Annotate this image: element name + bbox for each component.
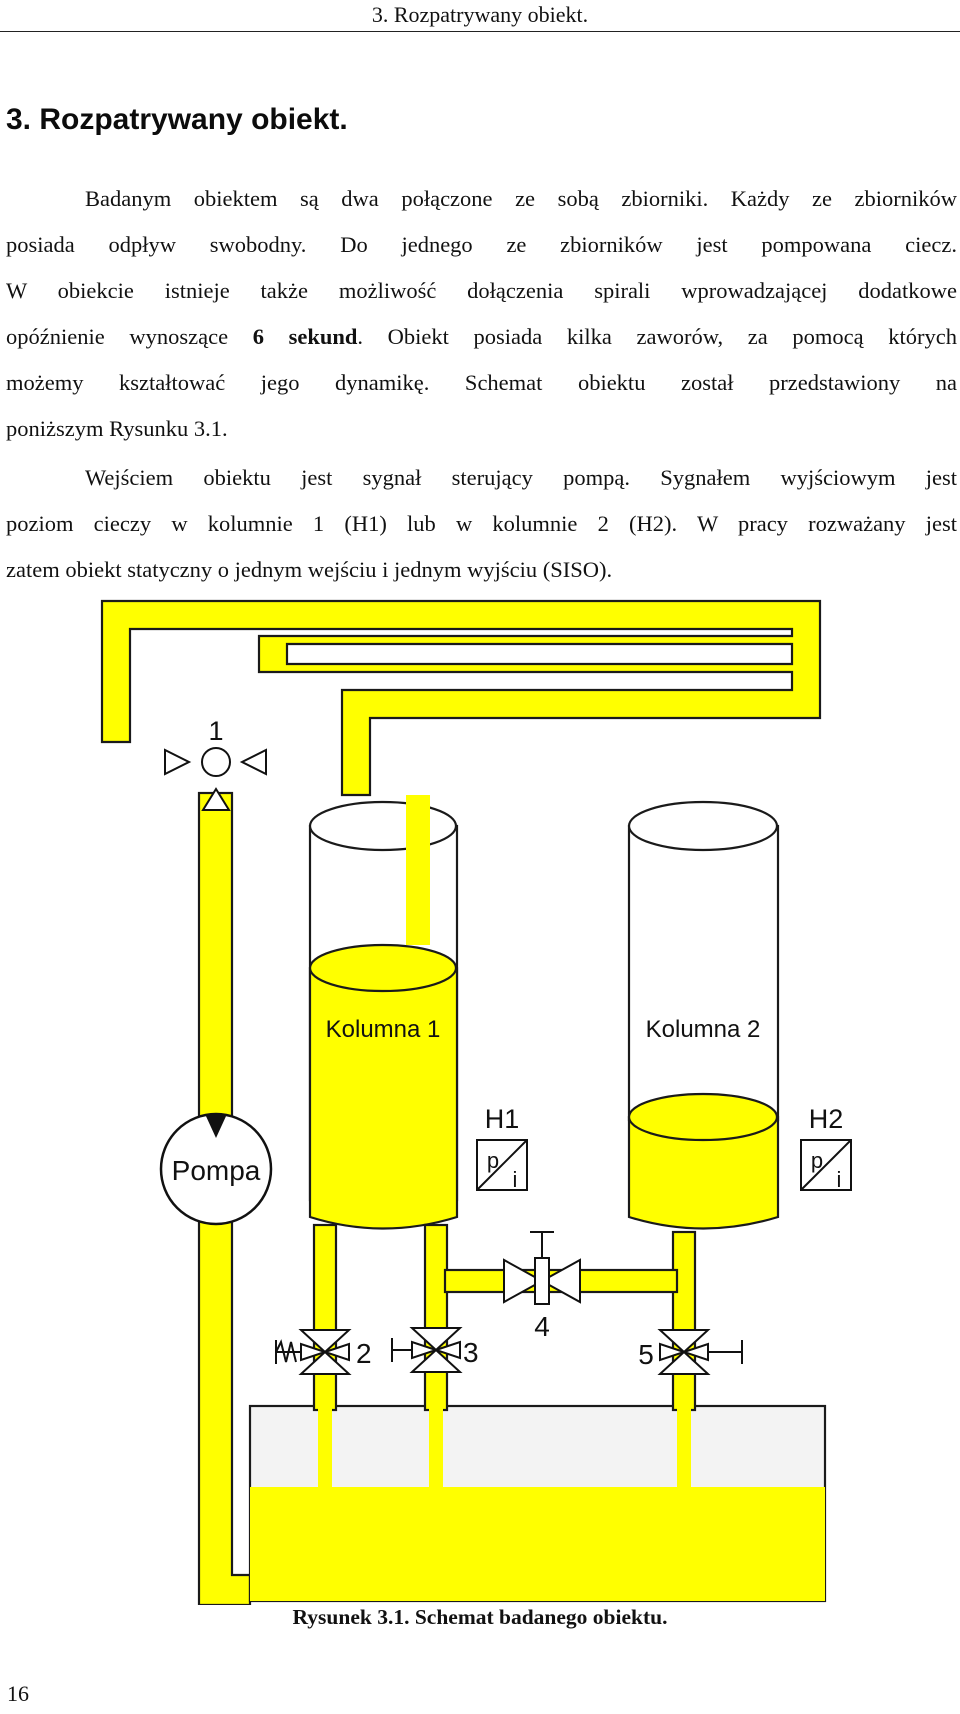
valve-2-label: 2 <box>356 1338 372 1369</box>
column1-liquid <box>310 957 457 1229</box>
line-text: opóźnienie wynoszące <box>6 324 253 349</box>
paragraph-line <box>6 314 957 360</box>
valve-4-label: 4 <box>534 1311 550 1342</box>
pump-outlet-pipe <box>199 793 232 1143</box>
header-rule <box>0 31 960 32</box>
valve-2 <box>276 1330 372 1374</box>
h2-label: H2 <box>808 1104 844 1134</box>
tank-system-diagram <box>0 595 960 1605</box>
column2-rim <box>629 802 777 850</box>
pump-suction-pipe <box>199 1190 250 1605</box>
paragraph-line <box>6 176 957 222</box>
paragraph-line: zatem obiekt statyczny o jednym wejściu i jednym wyjściu (SISO). <box>6 557 613 582</box>
column2-surface <box>629 1094 777 1140</box>
drain-stream-3 <box>429 1408 443 1488</box>
paragraph-line: posiada odpływ swobodny. Do jednego ze zbiorników jest pompowana ciecz. <box>6 232 957 257</box>
drain-pipe-3 <box>425 1225 447 1410</box>
running-header: 3. Rozpatrywany obiekt. <box>371 2 589 27</box>
paragraph-line <box>6 455 957 501</box>
h2-p-label: p <box>810 1148 824 1173</box>
valve-4 <box>504 1232 580 1342</box>
figure-caption: Rysunek 3.1. Schemat badanego obiektu. <box>292 1605 668 1629</box>
paragraph-2 <box>6 455 957 593</box>
section-heading: 3. Rozpatrywany obiekt. <box>6 103 348 136</box>
bold-delay-value: 6 sekund <box>252 324 358 349</box>
drain-pipe-5 <box>673 1232 695 1410</box>
h2-i-label: i <box>836 1167 842 1192</box>
column-1-label: Kolumna 1 <box>325 1016 441 1043</box>
column1-rim <box>310 802 456 850</box>
paragraph-line: poniższym Rysunku 3.1. <box>6 416 228 441</box>
paragraph-line: W obiekcie istnieje także możliwość dołączenia spirali wprowadzającej dodatkowe <box>6 278 957 303</box>
h1-sensor <box>477 1104 527 1192</box>
drain-pipe-2 <box>314 1225 336 1410</box>
drain-stream-2 <box>318 1408 332 1488</box>
valve-5 <box>638 1330 742 1374</box>
column2-empty <box>629 826 778 1120</box>
valve-3-label: 3 <box>463 1337 479 1368</box>
valve-3 <box>392 1328 479 1372</box>
pump <box>161 1114 271 1224</box>
pump-label: Pompa <box>171 1155 261 1186</box>
valve-1-label: 1 <box>208 716 224 746</box>
h1-p-label: p <box>486 1148 500 1173</box>
paragraph-line: poziom cieczy w kolumnie 1 (H1) lub w kolumnie 2 (H2). W pracy rozważany jest <box>6 511 957 536</box>
paragraph-line: możemy kształtować jego dynamikę. Schemat obiektu został przedstawiony na <box>6 370 957 395</box>
valve-5-label: 5 <box>638 1339 654 1370</box>
h1-i-label: i <box>512 1167 518 1192</box>
page-number: 16 <box>7 1681 29 1706</box>
h1-label: H1 <box>484 1104 520 1134</box>
h2-sensor <box>801 1104 851 1192</box>
line-text: . Obiekt posiada kilka zaworów, za pomocą których <box>357 324 958 349</box>
line-text: Wejściem obiektu jest sygnał sterujący pompą. Sygnałem wyjściowym jest <box>85 465 957 490</box>
inflow-stream <box>406 795 430 945</box>
valve-1 <box>165 716 266 810</box>
drain-stream-5 <box>677 1408 691 1488</box>
column1-surface <box>310 945 456 991</box>
column-2-label: Kolumna 2 <box>645 1016 761 1043</box>
paragraph-1 <box>6 176 957 452</box>
line-text: Badanym obiektem są dwa połączone ze sobą zbiorniki. Każdy ze zbiorników <box>85 186 957 211</box>
reservoir-liquid <box>250 1487 825 1601</box>
